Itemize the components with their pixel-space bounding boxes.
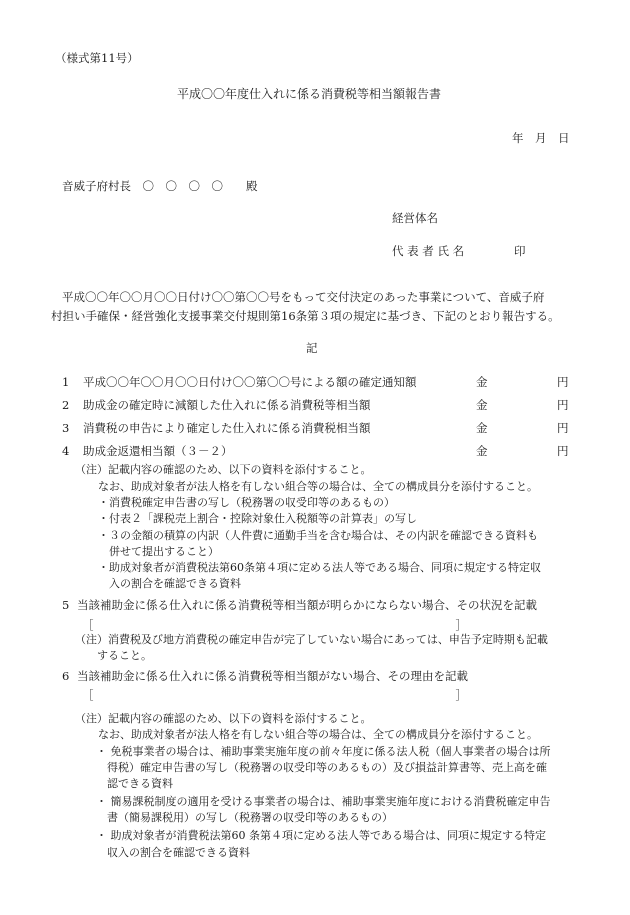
list-item [0,423,630,439]
open-bracket: ［ [82,688,94,702]
open-bracket: ［ [82,618,94,632]
note-sub: なお、助成対象者が法人格を有しない組合等の場合は、全ての構成員分を添付すること。 [98,728,538,741]
close-bracket: ］ [455,688,467,702]
note-sub: なお、助成対象者が法人格を有しない組合等の場合は、全ての構成員分を添付すること。 [98,480,538,493]
note-heading: （注）消費税及び地方消費税の確定申告が完了していない場合にあっては、申告予定時期も記載 [75,633,548,646]
item-number: 3 [62,421,70,435]
note-bullet: 認できる資料 [96,777,173,790]
item-text: 助成金返還相当額（３－２） [83,444,233,458]
item-number: 1 [62,375,70,389]
note-bullet: ・ 簡易課税制度の適用を受ける事業者の場合は、補助事業実施年度における消費税確定申告 [96,795,551,808]
note-bullet: ・ 免税事業者の場合は、補助事業実施年度の前々年度に係る法人税（個人事業者の場合は所 [96,745,551,758]
note-bullet: 併せて提出すること） [98,545,219,558]
intro-line: 村担い手確保・経営強化支援事業交付規則第16条第３項の規定に基づき、下記のとおり報告する。 [51,309,560,323]
note-sub: すること。 [75,649,152,662]
page-title: 平成〇〇年度仕入れに係る消費税等相当額報告書 [177,87,442,101]
item-number: 2 [62,398,70,412]
representative-label: 代 表 者 氏 名 [392,244,465,258]
list-item [0,446,630,462]
list-item [0,400,630,416]
yen-label: 円 [557,398,569,412]
yen-label: 円 [557,375,569,389]
note-bullet: ・３の金額の積算の内訳（人件費に通勤手当を含む場合は、その内訳を確認できる資料も [98,529,538,542]
item-text: 当該補助金に係る仕入れに係る消費税等相当額が明らかにならない場合、その状況を記載 [77,598,537,612]
item-number: 4 [62,444,70,458]
note-bullet: 収入の割合を確認できる資料 [96,846,250,859]
note-heading: （注）記載内容の確認のため、以下の資料を添付すること。 [75,712,372,725]
kin-label: 金 [476,398,488,412]
note-bullet: ・付表２「課税売上割合・控除対象仕入税額等の計算表」の写し [98,512,417,525]
kin-label: 金 [476,375,488,389]
intro-line: 平成〇〇年〇〇月〇〇日付け〇〇第〇〇号をもって交付決定のあった事業について、音威子府 [62,290,545,304]
entity-label: 経営体名 [392,211,438,225]
note-bullet: ・消費税確定申告書の写し（税務署の収受印等のあるもの） [98,496,395,509]
note-heading: （注）記載内容の確認のため、以下の資料を添付すること。 [75,463,372,476]
item-number: 5 [62,598,70,612]
item-text: 平成〇〇年〇〇月〇〇日付け〇〇第〇〇号による額の確定通知額 [83,375,417,389]
close-bracket: ］ [455,618,467,632]
addressee: 音威子府村長 〇 〇 〇 〇 殿 [62,179,258,193]
yen-label: 円 [557,421,569,435]
ki-heading: 記 [306,341,318,355]
list-item [0,377,630,393]
seal-mark: 印 [514,244,526,258]
item-text: 助成金の確定時に減額した仕入れに係る消費税等相当額 [83,398,371,412]
item-text: 当該補助金に係る仕入れに係る消費税等相当額がない場合、その理由を記載 [77,669,468,683]
form-number: （様式第11号） [55,51,139,65]
note-bullet: 得税）確定申告書の写し（税務署の収受印等のあるもの）及び損益計算書等、売上高を確 [96,761,547,774]
item-text: 消費税の申告により確定した仕入れに係る消費税相当額 [83,421,371,435]
yen-label: 円 [557,444,569,458]
note-bullet: ・助成対象者が消費税法第60条第４項に定める法人等である場合、同項に規定する特定収 [98,561,541,574]
answer-field[interactable] [82,690,467,706]
kin-label: 金 [476,421,488,435]
note-bullet: 書（簡易課税用）の写し（税務署の収受印等のあるもの） [96,811,393,824]
item-number: 6 [62,669,70,683]
note-bullet: 入の割合を確認できる資料 [98,577,241,590]
note-bullet: ・ 助成対象者が消費税法第60 条第４項に定める法人等である場合は、同項に規定する特定 [96,829,546,842]
date-line: 年 月 日 [512,131,570,145]
kin-label: 金 [476,444,488,458]
